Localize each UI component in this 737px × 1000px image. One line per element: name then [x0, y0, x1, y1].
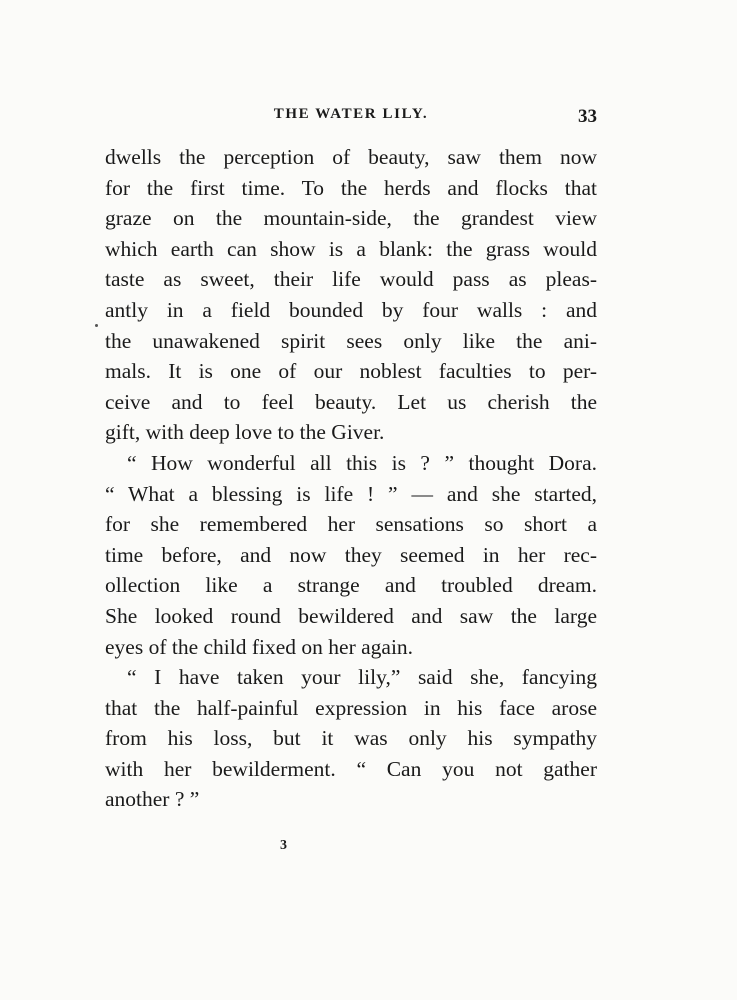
- text-line: that the half-painful expression in his face arose: [105, 695, 597, 720]
- running-title: THE WATER LILY.: [273, 106, 429, 122]
- paragraph-end-line: another ? ”: [105, 787, 200, 812]
- text-line: for she remembered her sensations so short a: [105, 512, 597, 537]
- body-text: [105, 142, 597, 815]
- margin-speck: [95, 324, 98, 327]
- text-line: mals. It is one of our noblest faculties to per-: [105, 359, 597, 384]
- text-line: taste as sweet, their life would pass as pleas-: [105, 267, 597, 292]
- running-head: [105, 106, 597, 128]
- text-line: time before, and now they seemed in her rec-: [105, 542, 597, 567]
- text-line: antly in a field bounded by four walls : and: [105, 297, 597, 322]
- text-line: ceive and to feel beauty. Let us cherish the: [105, 389, 597, 414]
- text-line: graze on the mountain-side, the grandest view: [105, 206, 597, 231]
- page-number: 33: [578, 106, 597, 127]
- text-line: “ I have taken your lily,” said she, fancying: [127, 665, 597, 690]
- text-line: for the first time. To the herds and flocks that: [105, 175, 597, 200]
- text-line: with her bewilderment. “ Can you not gather: [105, 756, 597, 781]
- text-line: ollection like a strange and troubled dream.: [105, 573, 597, 598]
- text-line: “ What a blessing is life ! ” — and she started,: [105, 481, 597, 506]
- text-line: “ How wonderful all this is ? ” thought Dora.: [127, 450, 597, 475]
- text-line: She looked round bewildered and saw the large: [105, 603, 597, 628]
- text-line: dwells the perception of beauty, saw them now: [105, 145, 597, 169]
- paragraph-end-line: gift, with deep love to the Giver.: [105, 420, 385, 445]
- paragraph-end-line: eyes of the child fixed on her again.: [105, 634, 414, 659]
- text-line: which earth can show is a blank: the grass would: [105, 236, 597, 261]
- signature-mark: 3: [280, 838, 287, 853]
- text-line: from his loss, but it was only his sympathy: [105, 726, 597, 751]
- text-line: the unawakened spirit sees only like the ani-: [105, 328, 597, 353]
